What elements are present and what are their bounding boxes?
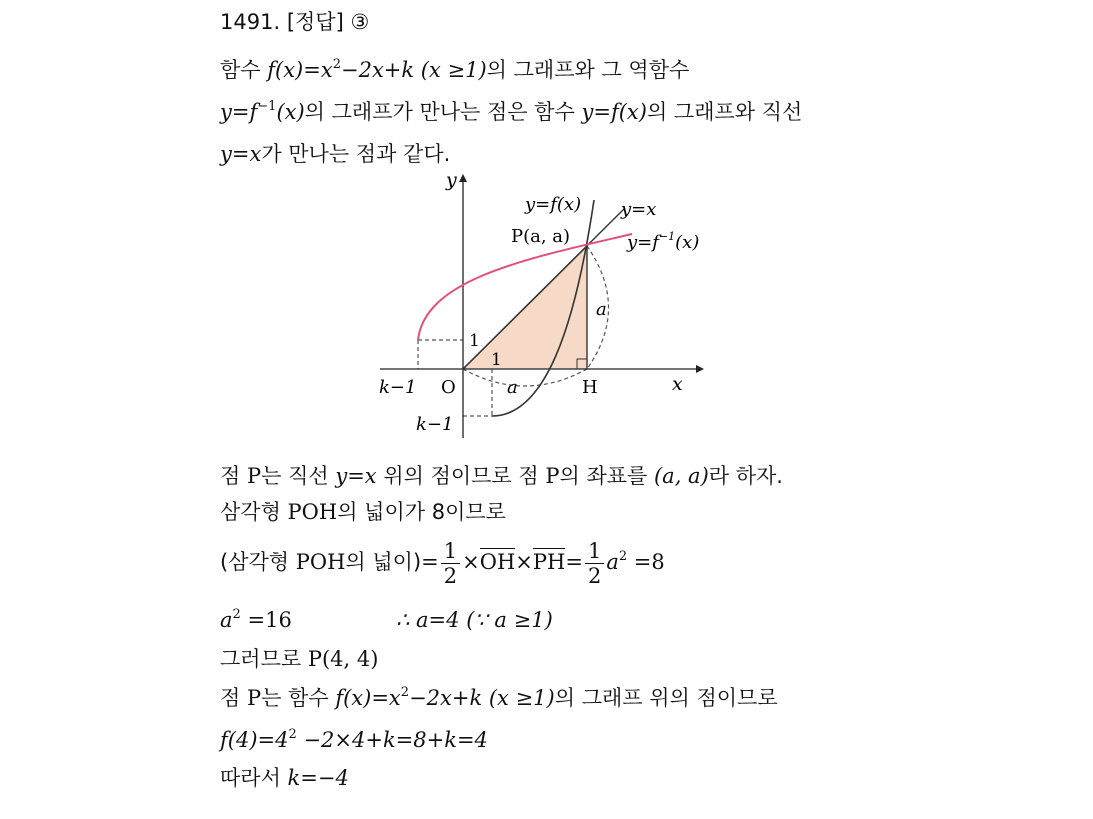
fraction-half-2	[585, 539, 604, 588]
numerator: 1	[441, 539, 460, 564]
text: 점	[220, 464, 247, 488]
math: f(x)	[267, 58, 304, 82]
text: 삼각형	[220, 500, 288, 524]
label-k-minus-1-y: k−1	[416, 414, 454, 435]
text: 위의 점이므로 점	[376, 464, 546, 488]
math: P	[545, 464, 560, 488]
math: =	[303, 58, 321, 82]
math: y=x	[220, 142, 262, 166]
text: 가 만나는 점과 같다.	[261, 142, 451, 166]
text: 의 그래프가 만나는 점은 함수	[304, 100, 582, 124]
label-k-minus-1-x: k−1	[379, 377, 417, 398]
math: −2×4+k=8+k=4	[296, 728, 488, 752]
math: y=x	[335, 464, 377, 488]
body-line-3-area-formula	[220, 536, 665, 588]
intro-line-1	[220, 56, 689, 84]
math: y	[220, 100, 232, 124]
label-origin: O	[441, 377, 456, 398]
math: f	[249, 100, 258, 124]
math: =16	[240, 608, 292, 632]
body-line-8	[220, 764, 349, 792]
text: 8	[431, 500, 446, 524]
x-axis-label: x	[672, 373, 683, 395]
math: ×	[462, 550, 480, 574]
text: 함수	[220, 58, 268, 82]
math-exp: 2	[332, 57, 341, 72]
label-y-x: y=x	[621, 199, 657, 220]
math: POH	[287, 500, 338, 524]
text: 는 함수	[261, 686, 336, 710]
body-line-6	[220, 684, 778, 712]
math-exp: 2	[400, 685, 410, 700]
numerator: 1	[585, 539, 604, 564]
math: f(4)=4	[220, 728, 289, 752]
math-exp: 2	[618, 549, 628, 564]
math: y=f(x)	[581, 100, 647, 124]
math: =	[565, 550, 583, 574]
body-line-2	[220, 498, 506, 526]
text: 의 넓이가	[337, 500, 432, 524]
label-one-x: 1	[491, 350, 502, 370]
math-conclusion: ∴ a=4 (∵ a ≥1)	[396, 608, 553, 632]
intro-line-3	[220, 140, 450, 168]
text: 이므로	[445, 500, 506, 524]
label-h: H	[582, 377, 598, 398]
math: =	[421, 550, 439, 574]
math: −2x+k (x ≥1)	[409, 686, 555, 710]
math-final-answer: k=−4	[287, 766, 349, 790]
answer-value: ③	[350, 10, 370, 34]
math: (x)	[276, 100, 305, 124]
y-axis-arrow	[459, 174, 467, 182]
math: POH	[295, 550, 346, 574]
label-one-y: 1	[469, 331, 480, 351]
answer-tag: [정답]	[286, 10, 344, 34]
function-graph-figure	[370, 168, 715, 448]
text: 의 넓이)	[345, 550, 422, 574]
body-line-7	[220, 726, 488, 754]
math-exp: −1	[257, 99, 277, 114]
math: =8	[627, 550, 665, 574]
math-exp: 2	[232, 607, 241, 622]
label-y-fx: y=f(x)	[525, 194, 582, 215]
label-y-finv: $y=f^{-1}(x)$	[627, 230, 700, 253]
denominator: 2	[587, 563, 602, 588]
problem-header	[220, 8, 369, 36]
segment-oh: OH	[479, 550, 516, 574]
math-exp: 2	[288, 727, 297, 742]
math: =	[231, 100, 250, 124]
math: P(4, 4)	[307, 647, 379, 671]
math: a	[606, 550, 619, 574]
x-axis-arrow	[696, 365, 704, 373]
text: (삼각형	[220, 550, 296, 574]
text: 의 그래프와 직선	[646, 100, 803, 124]
denominator: 2	[443, 563, 458, 588]
text: 그러므로	[220, 647, 308, 671]
text: 따라서	[220, 766, 288, 790]
math: ×	[515, 550, 533, 574]
math: P	[246, 464, 262, 488]
text: 의 그래프 위의 점이므로	[554, 686, 778, 710]
text: 의 좌표를	[559, 464, 654, 488]
problem-number: 1491.	[220, 10, 281, 34]
math: (a, a)	[653, 464, 709, 488]
label-point-p: P(a, a)	[511, 226, 571, 247]
math: x	[320, 58, 333, 82]
text: 는 직선	[261, 464, 336, 488]
math: a	[220, 608, 233, 632]
math: f(x)=x	[335, 686, 401, 710]
body-line-5	[220, 645, 378, 673]
segment-ph: PH	[532, 550, 566, 574]
text: 라 하자.	[708, 464, 783, 488]
label-a-horizontal: a	[507, 377, 518, 398]
y-axis-label: y	[446, 169, 457, 191]
intro-line-2	[220, 98, 802, 126]
math: −2x+k (x ≥1)	[341, 58, 487, 82]
label-a-vertical: a	[596, 299, 607, 320]
body-line-1	[220, 462, 783, 490]
math: P	[246, 686, 262, 710]
text: 의 그래프와 그 역함수	[486, 58, 690, 82]
text: 점	[220, 686, 247, 710]
body-line-4	[220, 606, 553, 634]
fraction-half-1	[441, 539, 460, 588]
